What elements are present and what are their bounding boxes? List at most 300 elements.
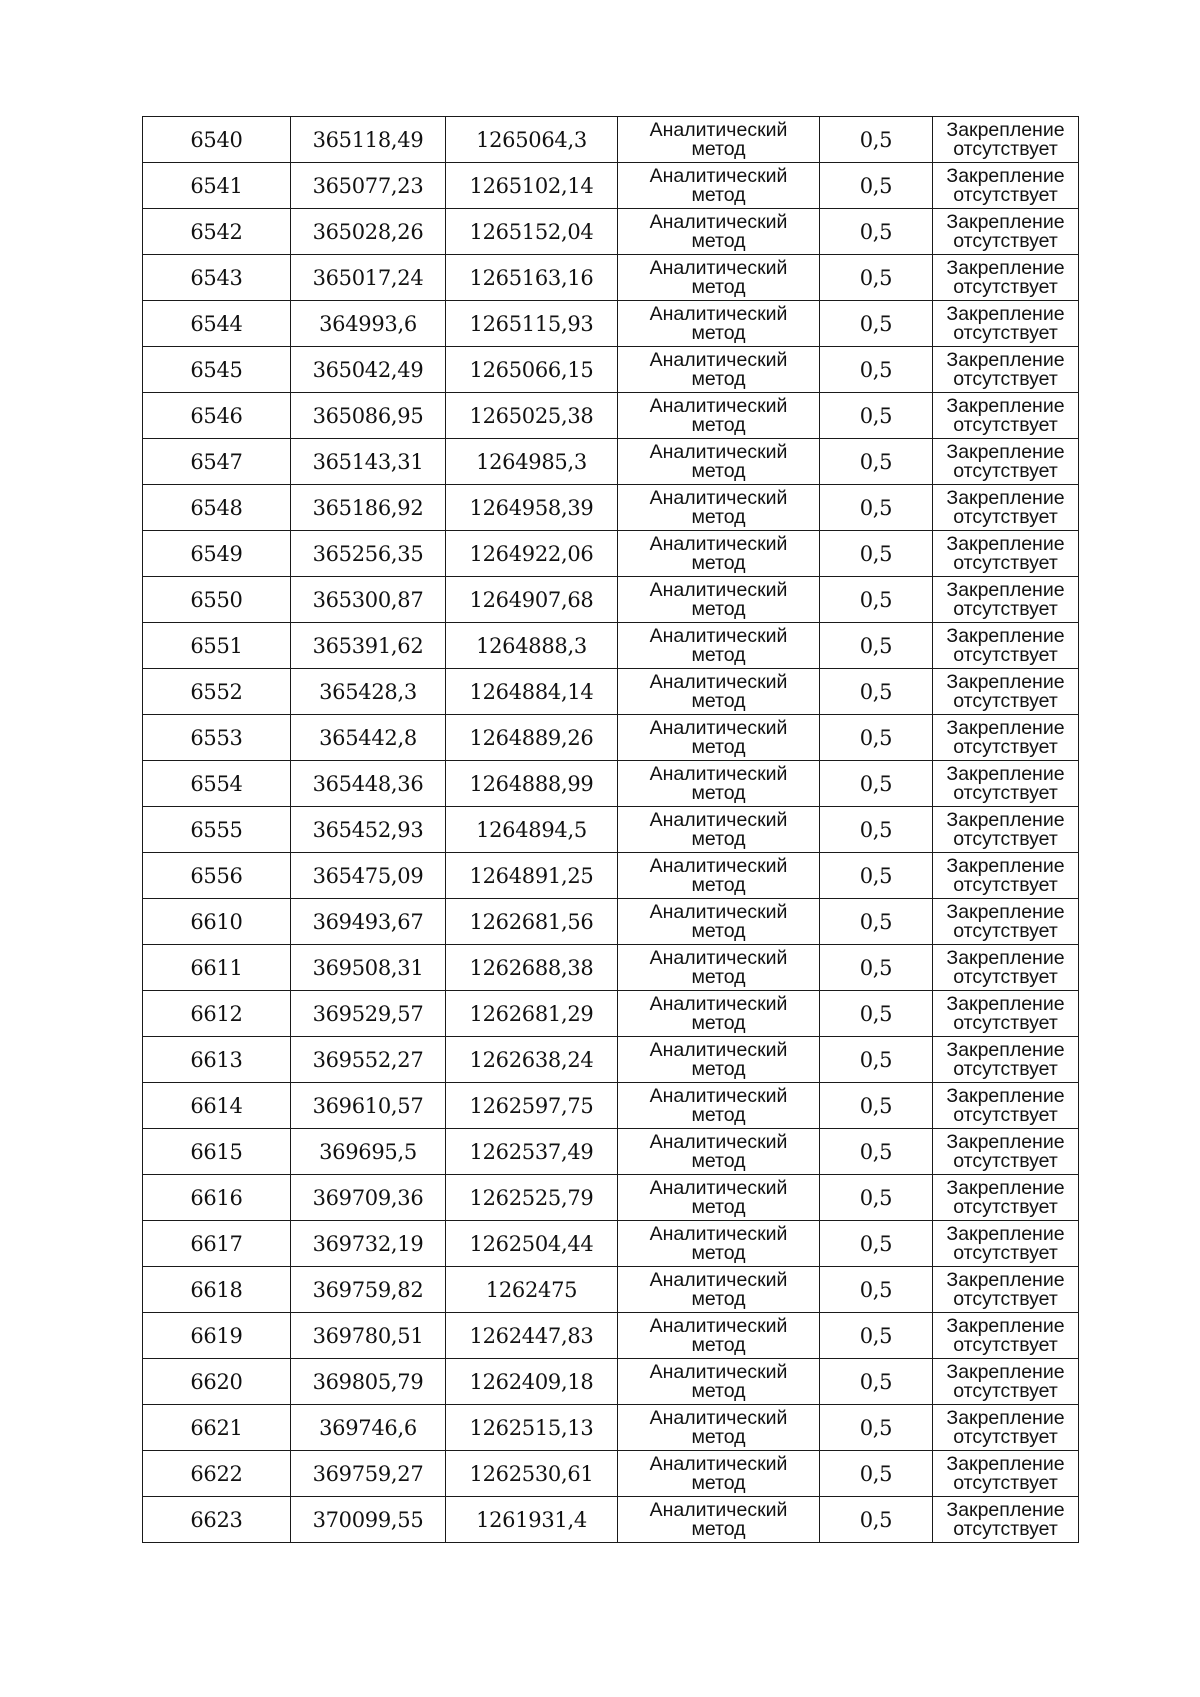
table-row [143, 807, 1079, 853]
method-cell [618, 163, 820, 209]
point-number-cell: 6611 [143, 945, 291, 991]
point-number-cell: 6615 [143, 1129, 291, 1175]
method-cell-line2: метод [691, 1287, 746, 1310]
fixing-cell-line2: отсутствует [953, 1425, 1058, 1448]
y-coordinate-cell: 1262475 [446, 1267, 618, 1313]
y-coordinate-cell: 1262447,83 [446, 1313, 618, 1359]
point-number-cell: 6553 [143, 715, 291, 761]
y-coordinate-cell: 1265152,04 [446, 209, 618, 255]
accuracy-cell: 0,5 [820, 209, 933, 255]
x-coordinate-cell: 365118,49 [291, 117, 446, 163]
method-cell-line1: Аналитический [649, 164, 788, 187]
fixing-cell-line1: Закрепление [946, 486, 1065, 509]
method-cell-line1: Аналитический [649, 348, 788, 371]
table-row [143, 301, 1079, 347]
point-number-cell: 6555 [143, 807, 291, 853]
fixing-cell-line2: отсутствует [953, 1517, 1058, 1540]
accuracy-cell: 0,5 [820, 761, 933, 807]
point-number-cell: 6547 [143, 439, 291, 485]
method-cell-line1: Аналитический [649, 762, 788, 785]
method-cell-line2: метод [691, 597, 746, 620]
table-row [143, 1037, 1079, 1083]
fixing-cell-line1: Закрепление [946, 1222, 1065, 1245]
fixing-cell-line1: Закрепление [946, 992, 1065, 1015]
fixing-cell-line2: отсутствует [953, 505, 1058, 528]
fixing-cell-line1: Закрепление [946, 440, 1065, 463]
method-cell [618, 715, 820, 761]
method-cell-line1: Аналитический [649, 1038, 788, 1061]
x-coordinate-cell: 369610,57 [291, 1083, 446, 1129]
method-cell-line1: Аналитический [649, 210, 788, 233]
fixing-cell-line2: отсутствует [953, 137, 1058, 160]
table-row [143, 209, 1079, 255]
method-cell-line1: Аналитический [649, 1084, 788, 1107]
y-coordinate-cell: 1262409,18 [446, 1359, 618, 1405]
table-row [143, 439, 1079, 485]
table-row [143, 163, 1079, 209]
method-cell [618, 761, 820, 807]
x-coordinate-cell: 365143,31 [291, 439, 446, 485]
point-number-cell: 6544 [143, 301, 291, 347]
coordinates-table [142, 116, 1079, 1543]
method-cell-line2: метод [691, 919, 746, 942]
method-cell [618, 1313, 820, 1359]
x-coordinate-cell: 365391,62 [291, 623, 446, 669]
fixing-cell-line1: Закрепление [946, 210, 1065, 233]
fixing-cell-line1: Закрепление [946, 716, 1065, 739]
accuracy-cell: 0,5 [820, 669, 933, 715]
point-number-cell: 6549 [143, 531, 291, 577]
x-coordinate-cell: 369508,31 [291, 945, 446, 991]
fixing-cell-line2: отсутствует [953, 735, 1058, 758]
method-cell-line1: Аналитический [649, 1406, 788, 1429]
x-coordinate-cell: 365300,87 [291, 577, 446, 623]
fixing-cell-line2: отсутствует [953, 1195, 1058, 1218]
point-number-cell: 6540 [143, 117, 291, 163]
x-coordinate-cell: 365186,92 [291, 485, 446, 531]
method-cell-line2: метод [691, 321, 746, 344]
x-coordinate-cell: 365086,95 [291, 393, 446, 439]
fixing-cell-line2: отсутствует [953, 781, 1058, 804]
method-cell-line2: метод [691, 367, 746, 390]
method-cell-line2: метод [691, 1103, 746, 1126]
fixing-cell-line1: Закрепление [946, 900, 1065, 923]
method-cell [618, 117, 820, 163]
fixing-cell-line2: отсутствует [953, 689, 1058, 712]
method-cell-line1: Аналитический [649, 854, 788, 877]
x-coordinate-cell: 369759,27 [291, 1451, 446, 1497]
method-cell-line1: Аналитический [649, 118, 788, 141]
fixing-cell [933, 117, 1079, 163]
accuracy-cell: 0,5 [820, 1313, 933, 1359]
y-coordinate-cell: 1262525,79 [446, 1175, 618, 1221]
fixing-cell-line2: отсутствует [953, 367, 1058, 390]
x-coordinate-cell: 369780,51 [291, 1313, 446, 1359]
fixing-cell [933, 761, 1079, 807]
method-cell-line1: Аналитический [649, 1498, 788, 1521]
fixing-cell-line1: Закрепление [946, 256, 1065, 279]
table-row [143, 1175, 1079, 1221]
fixing-cell-line1: Закрепление [946, 808, 1065, 831]
y-coordinate-cell: 1265102,14 [446, 163, 618, 209]
method-cell-line1: Аналитический [649, 716, 788, 739]
accuracy-cell: 0,5 [820, 347, 933, 393]
y-coordinate-cell: 1262530,61 [446, 1451, 618, 1497]
accuracy-cell: 0,5 [820, 991, 933, 1037]
x-coordinate-cell: 365428,3 [291, 669, 446, 715]
point-number-cell: 6614 [143, 1083, 291, 1129]
accuracy-cell: 0,5 [820, 1359, 933, 1405]
method-cell-line2: метод [691, 1425, 746, 1448]
table-row [143, 1497, 1079, 1543]
point-number-cell: 6623 [143, 1497, 291, 1543]
fixing-cell-line1: Закрепление [946, 532, 1065, 555]
x-coordinate-cell: 369759,82 [291, 1267, 446, 1313]
x-coordinate-cell: 365077,23 [291, 163, 446, 209]
table-row [143, 623, 1079, 669]
method-cell-line1: Аналитический [649, 900, 788, 923]
method-cell-line1: Аналитический [649, 624, 788, 647]
fixing-cell-line2: отсутствует [953, 1149, 1058, 1172]
fixing-cell [933, 163, 1079, 209]
method-cell [618, 301, 820, 347]
fixing-cell-line1: Закрепление [946, 302, 1065, 325]
y-coordinate-cell: 1261931,4 [446, 1497, 618, 1543]
y-coordinate-cell: 1262638,24 [446, 1037, 618, 1083]
point-number-cell: 6618 [143, 1267, 291, 1313]
fixing-cell-line2: отсутствует [953, 965, 1058, 988]
y-coordinate-cell: 1265025,38 [446, 393, 618, 439]
point-number-cell: 6612 [143, 991, 291, 1037]
accuracy-cell: 0,5 [820, 1221, 933, 1267]
method-cell [618, 807, 820, 853]
table-row [143, 945, 1079, 991]
x-coordinate-cell: 364993,6 [291, 301, 446, 347]
fixing-cell [933, 485, 1079, 531]
fixing-cell-line1: Закрепление [946, 624, 1065, 647]
accuracy-cell: 0,5 [820, 577, 933, 623]
fixing-cell [933, 577, 1079, 623]
fixing-cell-line1: Закрепление [946, 1406, 1065, 1429]
fixing-cell-line1: Закрепление [946, 1130, 1065, 1153]
point-number-cell: 6613 [143, 1037, 291, 1083]
method-cell [618, 945, 820, 991]
accuracy-cell: 0,5 [820, 715, 933, 761]
fixing-cell-line1: Закрепление [946, 1084, 1065, 1107]
method-cell-line1: Аналитический [649, 394, 788, 417]
y-coordinate-cell: 1262597,75 [446, 1083, 618, 1129]
method-cell-line2: метод [691, 183, 746, 206]
y-coordinate-cell: 1262537,49 [446, 1129, 618, 1175]
method-cell [618, 1221, 820, 1267]
fixing-cell-line2: отсутствует [953, 597, 1058, 620]
table-row [143, 1451, 1079, 1497]
point-number-cell: 6554 [143, 761, 291, 807]
accuracy-cell: 0,5 [820, 117, 933, 163]
point-number-cell: 6543 [143, 255, 291, 301]
x-coordinate-cell: 365028,26 [291, 209, 446, 255]
method-cell [618, 347, 820, 393]
method-cell-line2: метод [691, 1057, 746, 1080]
y-coordinate-cell: 1262504,44 [446, 1221, 618, 1267]
accuracy-cell: 0,5 [820, 439, 933, 485]
table-row [143, 1221, 1079, 1267]
accuracy-cell: 0,5 [820, 393, 933, 439]
fixing-cell-line2: отсутствует [953, 413, 1058, 436]
method-cell [618, 853, 820, 899]
y-coordinate-cell: 1264889,26 [446, 715, 618, 761]
method-cell-line1: Аналитический [649, 808, 788, 831]
method-cell [618, 899, 820, 945]
method-cell-line2: метод [691, 505, 746, 528]
y-coordinate-cell: 1264888,3 [446, 623, 618, 669]
point-number-cell: 6620 [143, 1359, 291, 1405]
fixing-cell-line1: Закрепление [946, 1268, 1065, 1291]
fixing-cell-line1: Закрепление [946, 394, 1065, 417]
method-cell [618, 1129, 820, 1175]
point-number-cell: 6552 [143, 669, 291, 715]
accuracy-cell: 0,5 [820, 899, 933, 945]
fixing-cell-line2: отсутствует [953, 459, 1058, 482]
point-number-cell: 6542 [143, 209, 291, 255]
fixing-cell-line1: Закрепление [946, 348, 1065, 371]
fixing-cell [933, 807, 1079, 853]
y-coordinate-cell: 1264888,99 [446, 761, 618, 807]
point-number-cell: 6548 [143, 485, 291, 531]
x-coordinate-cell: 369805,79 [291, 1359, 446, 1405]
point-number-cell: 6556 [143, 853, 291, 899]
table-row [143, 255, 1079, 301]
fixing-cell-line2: отсутствует [953, 919, 1058, 942]
fixing-cell-line1: Закрепление [946, 578, 1065, 601]
method-cell-line2: метод [691, 965, 746, 988]
method-cell-line2: метод [691, 1241, 746, 1264]
fixing-cell-line2: отсутствует [953, 1011, 1058, 1034]
fixing-cell-line2: отсутствует [953, 551, 1058, 574]
method-cell-line2: метод [691, 1379, 746, 1402]
table-row [143, 347, 1079, 393]
method-cell-line1: Аналитический [649, 302, 788, 325]
fixing-cell [933, 1221, 1079, 1267]
table-row [143, 117, 1079, 163]
method-cell [618, 439, 820, 485]
fixing-cell [933, 623, 1079, 669]
table-row [143, 853, 1079, 899]
point-number-cell: 6617 [143, 1221, 291, 1267]
method-cell [618, 1267, 820, 1313]
point-number-cell: 6621 [143, 1405, 291, 1451]
fixing-cell [933, 1037, 1079, 1083]
method-cell [618, 1175, 820, 1221]
fixing-cell-line2: отсутствует [953, 183, 1058, 206]
method-cell [618, 485, 820, 531]
x-coordinate-cell: 365442,8 [291, 715, 446, 761]
table-row [143, 669, 1079, 715]
table-row [143, 1359, 1079, 1405]
fixing-cell [933, 209, 1079, 255]
table-row [143, 761, 1079, 807]
table-row [143, 1405, 1079, 1451]
x-coordinate-cell: 369695,5 [291, 1129, 446, 1175]
method-cell [618, 209, 820, 255]
x-coordinate-cell: 369552,27 [291, 1037, 446, 1083]
fixing-cell [933, 1451, 1079, 1497]
fixing-cell-line2: отсутствует [953, 643, 1058, 666]
method-cell-line1: Аналитический [649, 1268, 788, 1291]
accuracy-cell: 0,5 [820, 1037, 933, 1083]
fixing-cell-line2: отсутствует [953, 1057, 1058, 1080]
method-cell-line2: метод [691, 275, 746, 298]
x-coordinate-cell: 369493,67 [291, 899, 446, 945]
fixing-cell-line1: Закрепление [946, 1038, 1065, 1061]
fixing-cell [933, 393, 1079, 439]
fixing-cell-line2: отсутствует [953, 1287, 1058, 1310]
fixing-cell-line1: Закрепление [946, 164, 1065, 187]
fixing-cell [933, 1497, 1079, 1543]
fixing-cell [933, 1175, 1079, 1221]
table-row [143, 1083, 1079, 1129]
fixing-cell [933, 439, 1079, 485]
accuracy-cell: 0,5 [820, 1083, 933, 1129]
method-cell [618, 577, 820, 623]
method-cell-line2: метод [691, 551, 746, 574]
accuracy-cell: 0,5 [820, 807, 933, 853]
method-cell-line1: Аналитический [649, 532, 788, 555]
table-row [143, 899, 1079, 945]
x-coordinate-cell: 370099,55 [291, 1497, 446, 1543]
accuracy-cell: 0,5 [820, 1451, 933, 1497]
fixing-cell [933, 347, 1079, 393]
method-cell-line1: Аналитический [649, 1452, 788, 1475]
method-cell-line1: Аналитический [649, 1176, 788, 1199]
y-coordinate-cell: 1265064,3 [446, 117, 618, 163]
fixing-cell-line2: отсутствует [953, 275, 1058, 298]
point-number-cell: 6616 [143, 1175, 291, 1221]
method-cell-line1: Аналитический [649, 670, 788, 693]
method-cell-line2: метод [691, 1517, 746, 1540]
method-cell [618, 1359, 820, 1405]
fixing-cell-line1: Закрепление [946, 670, 1065, 693]
method-cell-line2: метод [691, 643, 746, 666]
x-coordinate-cell: 365256,35 [291, 531, 446, 577]
point-number-cell: 6610 [143, 899, 291, 945]
x-coordinate-cell: 369709,36 [291, 1175, 446, 1221]
accuracy-cell: 0,5 [820, 623, 933, 669]
x-coordinate-cell: 369732,19 [291, 1221, 446, 1267]
point-number-cell: 6619 [143, 1313, 291, 1359]
point-number-cell: 6541 [143, 163, 291, 209]
x-coordinate-cell: 365452,93 [291, 807, 446, 853]
accuracy-cell: 0,5 [820, 531, 933, 577]
fixing-cell-line1: Закрепление [946, 946, 1065, 969]
x-coordinate-cell: 365448,36 [291, 761, 446, 807]
fixing-cell-line2: отсутствует [953, 1333, 1058, 1356]
fixing-cell [933, 1313, 1079, 1359]
method-cell-line1: Аналитический [649, 1314, 788, 1337]
method-cell-line2: метод [691, 1333, 746, 1356]
accuracy-cell: 0,5 [820, 255, 933, 301]
y-coordinate-cell: 1264907,68 [446, 577, 618, 623]
table-row [143, 485, 1079, 531]
method-cell [618, 393, 820, 439]
point-number-cell: 6550 [143, 577, 291, 623]
method-cell-line1: Аналитический [649, 440, 788, 463]
accuracy-cell: 0,5 [820, 1405, 933, 1451]
accuracy-cell: 0,5 [820, 1129, 933, 1175]
accuracy-cell: 0,5 [820, 301, 933, 347]
fixing-cell-line1: Закрепление [946, 1498, 1065, 1521]
method-cell [618, 1405, 820, 1451]
x-coordinate-cell: 365042,49 [291, 347, 446, 393]
fixing-cell [933, 715, 1079, 761]
point-number-cell: 6622 [143, 1451, 291, 1497]
x-coordinate-cell: 365475,09 [291, 853, 446, 899]
fixing-cell-line1: Закрепление [946, 1452, 1065, 1475]
table-row [143, 393, 1079, 439]
y-coordinate-cell: 1264985,3 [446, 439, 618, 485]
accuracy-cell: 0,5 [820, 485, 933, 531]
method-cell-line1: Аналитический [649, 578, 788, 601]
x-coordinate-cell: 365017,24 [291, 255, 446, 301]
table-row [143, 1129, 1079, 1175]
fixing-cell [933, 255, 1079, 301]
y-coordinate-cell: 1265163,16 [446, 255, 618, 301]
fixing-cell [933, 945, 1079, 991]
accuracy-cell: 0,5 [820, 163, 933, 209]
table-row [143, 577, 1079, 623]
y-coordinate-cell: 1264891,25 [446, 853, 618, 899]
table-row [143, 531, 1079, 577]
fixing-cell [933, 853, 1079, 899]
method-cell-line2: метод [691, 735, 746, 758]
fixing-cell [933, 301, 1079, 347]
y-coordinate-cell: 1264958,39 [446, 485, 618, 531]
method-cell [618, 669, 820, 715]
y-coordinate-cell: 1265115,93 [446, 301, 618, 347]
table-row [143, 1313, 1079, 1359]
accuracy-cell: 0,5 [820, 1267, 933, 1313]
accuracy-cell: 0,5 [820, 1497, 933, 1543]
y-coordinate-cell: 1262688,38 [446, 945, 618, 991]
method-cell-line2: метод [691, 229, 746, 252]
fixing-cell [933, 1405, 1079, 1451]
method-cell [618, 623, 820, 669]
fixing-cell-line1: Закрепление [946, 1314, 1065, 1337]
y-coordinate-cell: 1262681,56 [446, 899, 618, 945]
fixing-cell-line1: Закрепление [946, 1176, 1065, 1199]
fixing-cell-line1: Закрепление [946, 118, 1065, 141]
fixing-cell-line2: отсутствует [953, 827, 1058, 850]
method-cell-line1: Аналитический [649, 946, 788, 969]
fixing-cell-line2: отсутствует [953, 1103, 1058, 1126]
method-cell-line2: метод [691, 1471, 746, 1494]
method-cell-line1: Аналитический [649, 1130, 788, 1153]
y-coordinate-cell: 1264922,06 [446, 531, 618, 577]
fixing-cell [933, 531, 1079, 577]
fixing-cell [933, 1267, 1079, 1313]
fixing-cell-line1: Закрепление [946, 1360, 1065, 1383]
table-row [143, 715, 1079, 761]
method-cell-line2: метод [691, 413, 746, 436]
method-cell-line1: Аналитический [649, 256, 788, 279]
y-coordinate-cell: 1264884,14 [446, 669, 618, 715]
method-cell [618, 1497, 820, 1543]
method-cell-line1: Аналитический [649, 992, 788, 1015]
method-cell [618, 255, 820, 301]
method-cell-line1: Аналитический [649, 486, 788, 509]
method-cell [618, 1083, 820, 1129]
method-cell-line2: метод [691, 137, 746, 160]
